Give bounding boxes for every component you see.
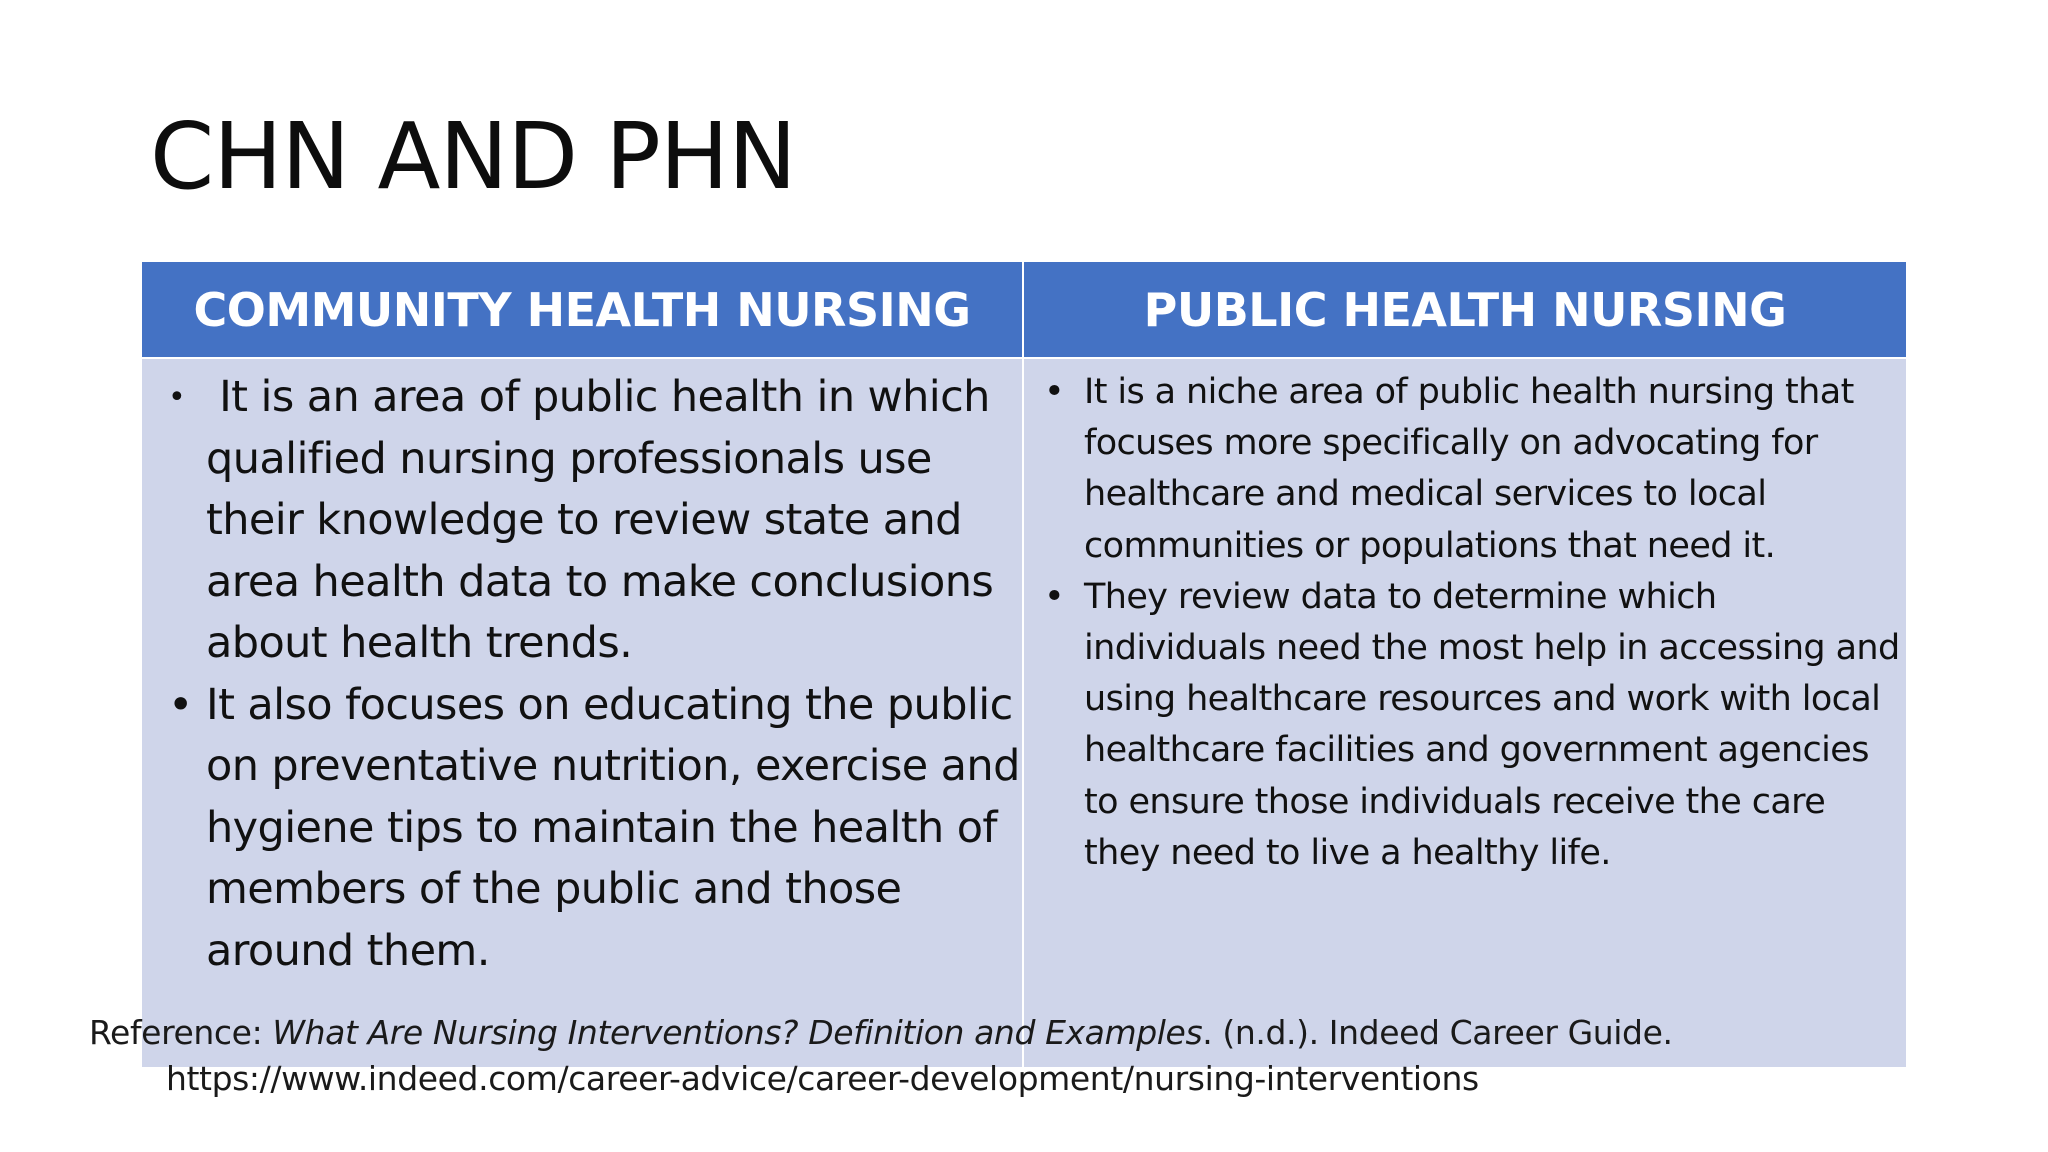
list-item-text: They review data to determine which individuals need the most help in accessing and using healthcare resources and work with local healthcare facilities and government agencies to ensure those individuals receive the care they need to live a healthy life. xyxy=(1084,576,1900,873)
public-health-bullet-list xyxy=(1036,367,1906,879)
slide-title: CHN AND PHN xyxy=(150,103,796,210)
list-item-text: It also focuses on educating the public on preventative nutrition, exercise and hygiene tips to maintain the health of members of the public and those around them. xyxy=(206,679,1020,976)
reference-title: What Are Nursing Interventions? Definition and Examples xyxy=(272,1013,1203,1052)
bullet-icon: • xyxy=(1044,576,1065,617)
list-item xyxy=(1036,367,1906,572)
cell-public-health-nursing xyxy=(1024,359,1906,1067)
bullet-icon: • xyxy=(1044,372,1065,412)
list-item-text: It is a niche area of public health nursing that focuses more specifically on advocating for healthcare and medical services to local communities or populations that need it. xyxy=(1084,372,1854,566)
header-community-health-nursing: COMMUNITY HEALTH NURSING xyxy=(142,262,1022,357)
list-item-text: It is an area of public health in which qualified nursing professionals use their knowledge to review state and area health data to make conclusions about health trends. xyxy=(206,372,1007,668)
header-public-health-nursing: PUBLIC HEALTH NURSING xyxy=(1024,262,1906,357)
reference-suffix: . (n.d.). Indeed Career Guide. xyxy=(1202,1013,1673,1052)
list-item xyxy=(1036,572,1906,879)
list-item xyxy=(156,367,1022,675)
reference-url[interactable]: https://www.indeed.com/career-advice/career-development/nursing-interventions xyxy=(166,1059,1479,1098)
reference-citation xyxy=(89,1010,1989,1102)
list-item xyxy=(156,675,1022,983)
comparison-table xyxy=(142,262,1906,1067)
community-health-bullet-list xyxy=(156,367,1022,982)
reference-prefix: Reference: xyxy=(89,1013,273,1052)
cell-community-health-nursing xyxy=(142,359,1022,1067)
bullet-icon: • xyxy=(168,679,193,730)
bullet-icon: • xyxy=(168,380,186,415)
